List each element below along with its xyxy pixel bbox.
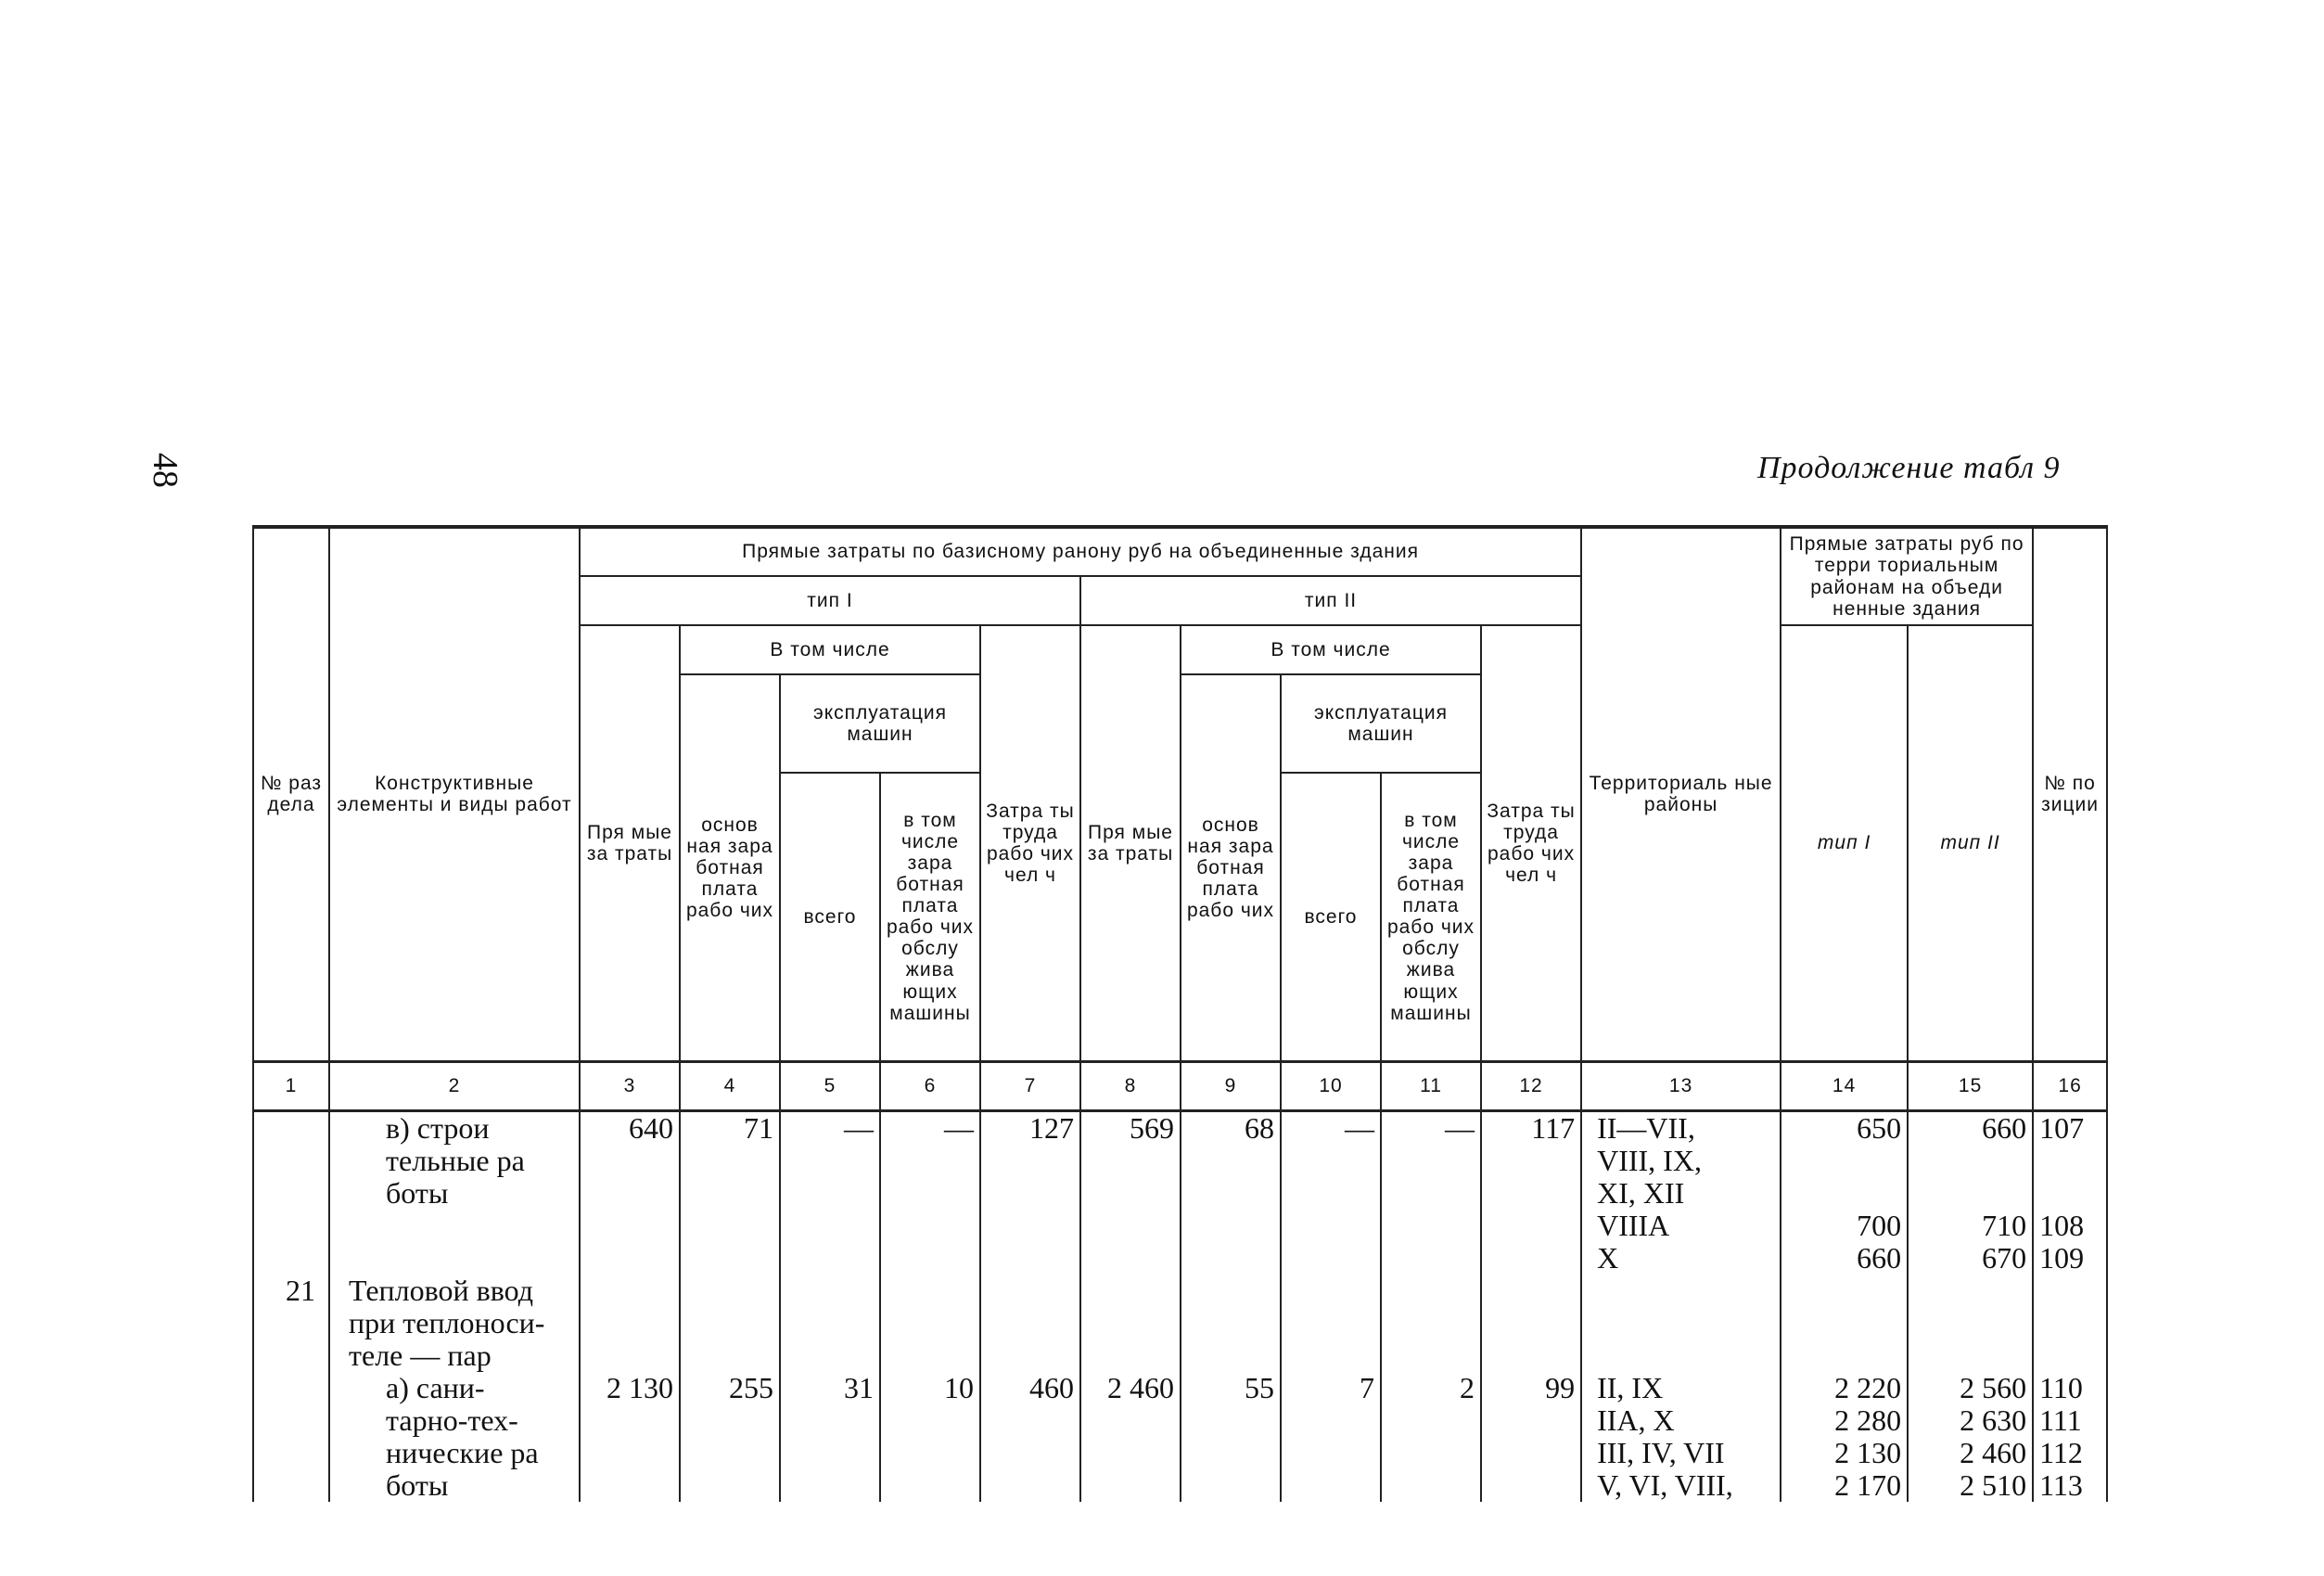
cell-line (254, 1242, 315, 1275)
cell-line (1382, 1177, 1475, 1210)
header-machine-wages-t1: в том числе зара ботная плата рабо чих обслу жива ющих машины (880, 773, 980, 1061)
cell-line (581, 1242, 673, 1275)
table-9 (252, 525, 2101, 1502)
cell-line: 111 (2039, 1403, 2082, 1437)
cell-line: а) сани- (386, 1370, 485, 1404)
cell-line (581, 1307, 673, 1339)
cell-line: боты (386, 1467, 449, 1502)
cell-line (1482, 1145, 1575, 1177)
header-terr-type2: тип II (1908, 625, 2033, 1061)
header-labor-t2: Затра ты труда рабо чих чел ч (1481, 625, 1581, 1061)
cell-line: тельные ра (386, 1143, 525, 1177)
cell-line (1909, 1275, 2026, 1307)
header-terr-type1: тип I (1781, 625, 1908, 1061)
cell-line (981, 1339, 1074, 1372)
cell-line (1482, 1404, 1575, 1437)
cell-line (981, 1210, 1074, 1242)
cell-line: боты (386, 1175, 449, 1210)
cell-line (681, 1307, 773, 1339)
cell-line: — (1345, 1110, 1374, 1145)
cell-line (1482, 1307, 1575, 1339)
cell-line (1181, 1145, 1274, 1177)
cell-line: при теплоноси- (349, 1305, 545, 1339)
cell-line: 55 (1245, 1370, 1274, 1404)
cell-line: 2 280 (1834, 1403, 1902, 1437)
cell-line (1597, 1339, 1780, 1372)
cell-line (1482, 1242, 1575, 1275)
cell-line: 660 (1857, 1240, 1902, 1275)
cell-line: 110 (2039, 1370, 2083, 1404)
cell-line (1081, 1437, 1174, 1469)
col-regions (1581, 1110, 1781, 1502)
cell-line (881, 1437, 974, 1469)
colnum: 9 (1181, 1061, 1281, 1110)
colnum: 15 (1908, 1061, 2033, 1110)
cell-line (881, 1469, 974, 1502)
cell-line (681, 1242, 773, 1275)
cell-line (881, 1242, 974, 1275)
cell-line (1382, 1339, 1475, 1372)
colnum: 13 (1581, 1061, 1781, 1110)
cell-line: 2 460 (1107, 1370, 1174, 1404)
cell-line (781, 1242, 874, 1275)
header-elements: Конструктивные элементы и виды работ (329, 527, 580, 1061)
cell-line (1282, 1469, 1374, 1502)
cell-line (981, 1404, 1074, 1437)
header-type1: тип I (580, 576, 1080, 625)
cell-line (1282, 1339, 1374, 1372)
cell-line (1282, 1145, 1374, 1177)
cell-line: 2 630 (1960, 1403, 2027, 1437)
cell-line (254, 1112, 315, 1145)
cell-line (2039, 1275, 2106, 1307)
cell-line: 107 (2039, 1110, 2085, 1145)
col-16 (2033, 1110, 2107, 1502)
cell-line (1482, 1469, 1575, 1502)
cell-line (781, 1339, 874, 1372)
cell-line: IIA, X (1597, 1403, 1675, 1437)
cell-line (981, 1437, 1074, 1469)
cell-line (1382, 1437, 1475, 1469)
cell-line (981, 1275, 1074, 1307)
header-direct-costs-t2: Пря мые за траты (1080, 625, 1181, 1061)
cell-line (581, 1339, 673, 1372)
col-15 (1908, 1110, 2033, 1502)
cell-line: 640 (629, 1110, 673, 1145)
cell-line: — (944, 1110, 974, 1145)
cell-line: 10 (944, 1370, 974, 1404)
cell-line (1181, 1210, 1274, 1242)
cell-line: 2 510 (1960, 1467, 2027, 1502)
header-machine-wages-t2: в том числе зара ботная плата рабо чих обслу жива ющих машины (1381, 773, 1481, 1061)
header-wages-t2: основ ная зара ботная плата рабо чих (1181, 674, 1281, 1061)
cell-line: II—VII, (1597, 1110, 1695, 1145)
colnum: 2 (329, 1061, 580, 1110)
cell-line: 2 170 (1834, 1467, 1902, 1502)
cell-line (1081, 1404, 1174, 1437)
cell-line (581, 1469, 673, 1502)
cell-line (1282, 1437, 1374, 1469)
cell-line (1781, 1339, 1901, 1372)
cell-line: II, IX (1597, 1370, 1664, 1404)
cell-line: 2 560 (1960, 1370, 2027, 1404)
cell-line (781, 1210, 874, 1242)
cell-line: 460 (1029, 1370, 1074, 1404)
table-caption: Продолжение табл 9 (1757, 451, 2061, 485)
col-11 (1381, 1110, 1481, 1502)
header-group-territorial: Прямые затраты руб по терри ториальным районам на объеди ненные здания (1781, 527, 2033, 625)
header-direct-costs-t1: Пря мые за траты (580, 625, 680, 1061)
cell-line: 2 (1460, 1370, 1475, 1404)
cell-line (254, 1437, 315, 1469)
cell-line: 2 130 (607, 1370, 673, 1404)
col-6 (880, 1110, 980, 1502)
colnum: 8 (1080, 1061, 1181, 1110)
col-elements (329, 1110, 580, 1502)
cell-line (1382, 1404, 1475, 1437)
cell-line (881, 1177, 974, 1210)
cell-line (254, 1210, 315, 1242)
cell-line (1781, 1145, 1901, 1177)
cell-line: в) строи (386, 1110, 490, 1145)
cell-line: 650 (1857, 1110, 1902, 1145)
header-total-t2: всего (1281, 773, 1381, 1061)
cell-line (681, 1339, 773, 1372)
cell-line (254, 1307, 315, 1339)
cell-line (1382, 1242, 1475, 1275)
header-machines-t1: эксплуатация машин (780, 674, 980, 773)
colnum: 4 (680, 1061, 780, 1110)
header-positions: № по зиции (2033, 527, 2107, 1061)
cell-line (1781, 1177, 1901, 1210)
cell-line (581, 1210, 673, 1242)
cell-line: 109 (2039, 1240, 2085, 1275)
cell-line (681, 1469, 773, 1502)
colnum: 12 (1481, 1061, 1581, 1110)
cell-line (1597, 1307, 1780, 1339)
header-type2: тип II (1080, 576, 1581, 625)
cell-line (1181, 1242, 1274, 1275)
cell-line (981, 1242, 1074, 1275)
cell-line (781, 1404, 874, 1437)
cell-line (1909, 1339, 2026, 1372)
cell-line (1081, 1242, 1174, 1275)
cell-line (1482, 1177, 1575, 1210)
colnum: 10 (1281, 1061, 1381, 1110)
col-9 (1181, 1110, 1281, 1502)
cell-line: 569 (1130, 1110, 1174, 1145)
colnum: 11 (1381, 1061, 1481, 1110)
cell-line: 2 460 (1960, 1435, 2027, 1469)
cell-line (254, 1372, 315, 1404)
cell-line (2039, 1145, 2106, 1177)
cell-line (1282, 1177, 1374, 1210)
col-14 (1781, 1110, 1908, 1502)
cell-line: 7 (1360, 1370, 1374, 1404)
cell-line: 700 (1857, 1208, 1902, 1242)
cell-line (1181, 1177, 1274, 1210)
cell-line (1081, 1145, 1174, 1177)
cell-line (1781, 1275, 1901, 1307)
cell-line (1909, 1177, 2026, 1210)
cell-line (781, 1275, 874, 1307)
cell-line (349, 1210, 579, 1242)
cell-line (881, 1307, 974, 1339)
header-machines-t2: эксплуатация машин (1281, 674, 1481, 773)
colnum: 5 (780, 1061, 880, 1110)
cell-line: 117 (1531, 1110, 1576, 1145)
header-territorial-regions: Территориаль ные районы (1581, 527, 1781, 1061)
cell-line: 255 (729, 1370, 773, 1404)
header-total-t1: всего (780, 773, 880, 1061)
header-labor-t1: Затра ты труда рабо чих чел ч (980, 625, 1080, 1061)
cell-line (581, 1177, 673, 1210)
colnum: 16 (2033, 1061, 2107, 1110)
colnum: 14 (1781, 1061, 1908, 1110)
cell-line (1482, 1437, 1575, 1469)
table-body-row (253, 1110, 2107, 1502)
cell-line (1081, 1177, 1174, 1210)
cell-line (1382, 1307, 1475, 1339)
colnum: 6 (880, 1061, 980, 1110)
cell-line (1181, 1339, 1274, 1372)
cell-line (254, 1145, 315, 1177)
cell-line (1909, 1145, 2026, 1177)
cell-line (981, 1145, 1074, 1177)
cell-line: 71 (744, 1110, 773, 1145)
cell-line (1482, 1275, 1575, 1307)
cell-line: VIIIA (1597, 1208, 1670, 1242)
cell-line (2039, 1177, 2106, 1210)
header-including-t2: В том числе (1181, 625, 1481, 674)
cell-line (581, 1404, 673, 1437)
cell-line: — (1445, 1110, 1475, 1145)
cell-line (681, 1437, 773, 1469)
cell-line (881, 1339, 974, 1372)
cell-line (881, 1404, 974, 1437)
cell-line (2039, 1339, 2106, 1372)
cell-line: 108 (2039, 1208, 2085, 1242)
cell-line (1181, 1307, 1274, 1339)
cell-line: 31 (844, 1370, 874, 1404)
cell-line: нические ра (386, 1435, 539, 1469)
colnum: 1 (253, 1061, 329, 1110)
cell-line (254, 1404, 315, 1437)
cell-line: X (1597, 1240, 1619, 1275)
cell-line (1081, 1339, 1174, 1372)
cell-line: 660 (1982, 1110, 2027, 1145)
cell-line (781, 1469, 874, 1502)
cell-line: 127 (1029, 1110, 1074, 1145)
cell-line: 99 (1545, 1370, 1576, 1404)
cell-line (1482, 1210, 1575, 1242)
col-5 (780, 1110, 880, 1502)
cell-line: V, VI, VIII, (1597, 1467, 1733, 1502)
cell-line (1081, 1469, 1174, 1502)
cell-line: 2 220 (1834, 1370, 1902, 1404)
col-4 (680, 1110, 780, 1502)
cell-line: — (844, 1110, 874, 1145)
header-including-t1: В том числе (680, 625, 980, 674)
cell-line (1382, 1469, 1475, 1502)
cell-line (1382, 1275, 1475, 1307)
header-group-base: Прямые затраты по базисному ранону руб на объединенные здания (580, 527, 1581, 576)
cell-line (781, 1145, 874, 1177)
cell-line (1181, 1404, 1274, 1437)
data-table (252, 525, 2108, 1502)
cell-line: Тепловой ввод (349, 1273, 533, 1307)
cell-line: 2 130 (1834, 1435, 1902, 1469)
cell-line (581, 1437, 673, 1469)
cell-line (1181, 1275, 1274, 1307)
cell-line: 113 (2039, 1467, 2083, 1502)
cell-line (1081, 1275, 1174, 1307)
cell-line: 21 (286, 1273, 315, 1307)
cell-line (981, 1177, 1074, 1210)
cell-line (1282, 1307, 1374, 1339)
cell-line (1382, 1145, 1475, 1177)
cell-line (781, 1437, 874, 1469)
col-8 (1080, 1110, 1181, 1502)
cell-line (1282, 1242, 1374, 1275)
colnum: 3 (580, 1061, 680, 1110)
cell-line: тарно-тех- (386, 1403, 518, 1437)
cell-line: XI, XII (1597, 1175, 1685, 1210)
cell-line (581, 1275, 673, 1307)
header-razdel: № раз дела (253, 527, 329, 1061)
cell-line (1482, 1339, 1575, 1372)
cell-line (1282, 1275, 1374, 1307)
cell-line (681, 1404, 773, 1437)
col-10 (1281, 1110, 1381, 1502)
cell-line (1081, 1210, 1174, 1242)
cell-line (254, 1339, 315, 1372)
cell-line: 112 (2039, 1435, 2083, 1469)
cell-line (781, 1307, 874, 1339)
cell-line (981, 1469, 1074, 1502)
cell-line (349, 1242, 579, 1275)
header-wages-t1: основ ная зара ботная плата рабо чих (680, 674, 780, 1061)
cell-line (781, 1177, 874, 1210)
cell-line (881, 1275, 974, 1307)
cell-line (881, 1145, 974, 1177)
col-7 (980, 1110, 1080, 1502)
cell-line: 68 (1245, 1110, 1274, 1145)
col-razdel (253, 1110, 329, 1502)
cell-line (881, 1210, 974, 1242)
cell-line (1597, 1275, 1780, 1307)
cell-line (681, 1210, 773, 1242)
cell-line (981, 1307, 1074, 1339)
cell-line: VIII, IX, (1597, 1143, 1702, 1177)
cell-line (681, 1275, 773, 1307)
cell-line (254, 1469, 315, 1502)
cell-line (681, 1145, 773, 1177)
cell-line (1181, 1469, 1274, 1502)
col-3 (580, 1110, 680, 1502)
cell-line (1181, 1437, 1274, 1469)
cell-line (1781, 1307, 1901, 1339)
cell-line (1282, 1210, 1374, 1242)
cell-line (254, 1177, 315, 1210)
cell-line: 710 (1982, 1208, 2027, 1242)
column-numbers-row (253, 1061, 2107, 1110)
cell-line (1909, 1307, 2026, 1339)
cell-line (1382, 1210, 1475, 1242)
cell-line (581, 1145, 673, 1177)
cell-line (681, 1177, 773, 1210)
cell-line: 670 (1982, 1240, 2027, 1275)
col-12 (1481, 1110, 1581, 1502)
cell-line: теле — пар (349, 1338, 492, 1372)
cell-line (1081, 1307, 1174, 1339)
page-number: 48 (146, 453, 185, 488)
cell-line: III, IV, VII (1597, 1435, 1725, 1469)
cell-line (1282, 1404, 1374, 1437)
colnum: 7 (980, 1061, 1080, 1110)
cell-line (2039, 1307, 2106, 1339)
